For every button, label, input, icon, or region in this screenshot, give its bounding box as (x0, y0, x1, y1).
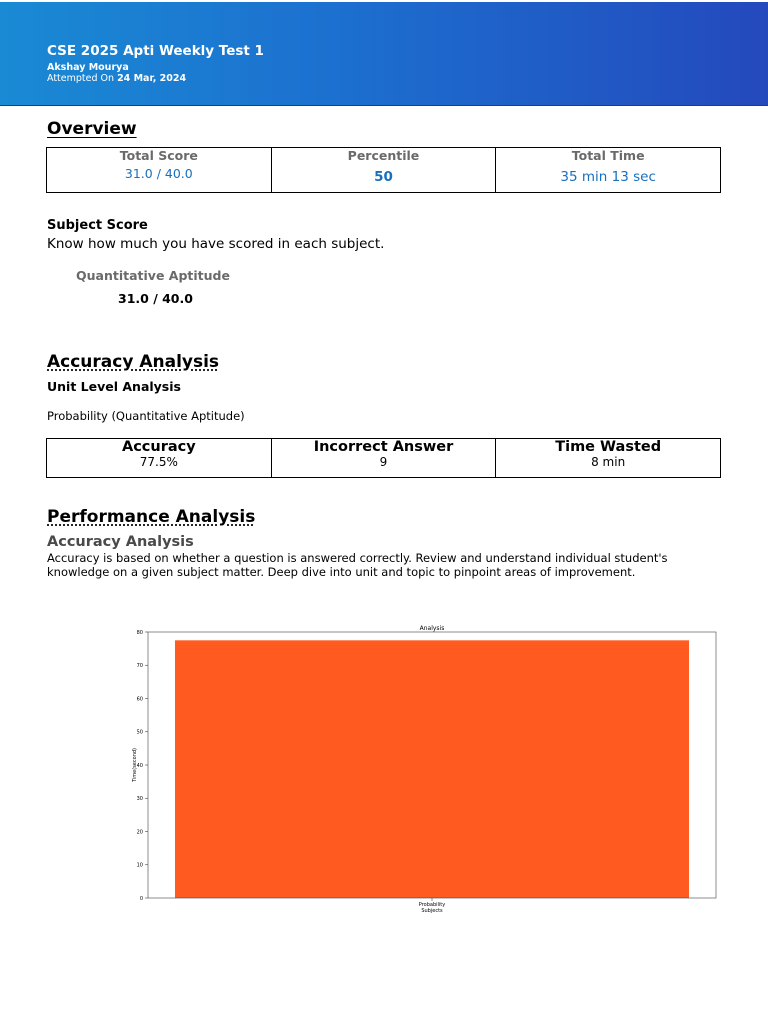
total-score-value: 31.0 / 40.0 (124, 166, 193, 181)
percentile-label: Percentile (347, 148, 420, 163)
y-tick-label: 30 (136, 796, 143, 803)
report-header (0, 2, 768, 106)
y-axis-label: Time(second) (132, 748, 138, 782)
percentile-cell (271, 148, 496, 193)
performance-description: Accuracy is based on whether a question is answered correctly. Review and understand individual student's knowledge on a given subject matter. Deep dive into unit and topic to pinpoint areas of improvement. (47, 551, 668, 579)
x-tick-label: Probability (418, 902, 446, 908)
total-time-value: 35 min 13 sec (560, 169, 656, 185)
y-tick-label: 10 (136, 862, 143, 869)
performance-analysis-heading: Performance Analysis (47, 507, 256, 527)
accuracy-bar-chart (120, 620, 725, 920)
x-axis-label: Subjects (421, 908, 443, 914)
bar-series (175, 640, 689, 898)
time-wasted-label: Time Wasted (555, 439, 662, 455)
incorrect-answer-cell (271, 439, 496, 478)
chart-title: Analysis (419, 625, 445, 632)
attempted-date: 24 Mar, 2024 (117, 73, 187, 84)
subject-score-description: Know how much you have scored in each subject. (47, 236, 385, 252)
student-name: Akshay Mourya (47, 62, 129, 73)
y-axis (137, 630, 148, 902)
subject-score-value: 31.0 / 40.0 (118, 291, 193, 306)
y-tick-label: 40 (136, 762, 143, 769)
total-time-cell (496, 148, 721, 193)
unit-level-heading: Unit Level Analysis (47, 379, 181, 394)
incorrect-answer-label: Incorrect Answer (313, 439, 454, 455)
accuracy-table (46, 438, 721, 478)
accuracy-label: Accuracy (121, 439, 196, 455)
y-tick-label: 50 (136, 729, 143, 736)
accuracy-cell (47, 439, 272, 478)
overview-heading: Overview (47, 119, 137, 139)
time-wasted-cell (496, 439, 721, 478)
y-tick-label: 20 (136, 829, 143, 836)
subject-name: Quantitative Aptitude (76, 268, 230, 283)
x-axis (419, 898, 445, 908)
total-time-label: Total Time (571, 148, 645, 163)
attempted-on (47, 73, 186, 84)
percentile-value: 50 (374, 169, 393, 185)
test-title: CSE 2025 Apti Weekly Test 1 (47, 43, 264, 59)
unit-name: Probability (Quantitative Aptitude) (47, 409, 245, 423)
bar-probability (175, 640, 689, 898)
performance-subheading: Accuracy Analysis (47, 534, 194, 550)
y-tick-label: 60 (136, 696, 143, 703)
attempted-prefix: Attempted On (47, 73, 115, 84)
accuracy-analysis-heading: Accuracy Analysis (47, 352, 220, 372)
overview-table (46, 147, 721, 193)
subject-score-heading: Subject Score (47, 218, 148, 233)
incorrect-answer-value: 9 (379, 455, 388, 469)
time-wasted-value: 8 min (591, 455, 626, 469)
y-tick-label: 70 (136, 663, 143, 670)
accuracy-value: 77.5% (139, 455, 178, 469)
total-score-label: Total Score (119, 148, 198, 163)
y-tick-label: 0 (139, 895, 143, 902)
total-score-cell (47, 148, 272, 193)
y-tick-label: 80 (136, 629, 143, 636)
